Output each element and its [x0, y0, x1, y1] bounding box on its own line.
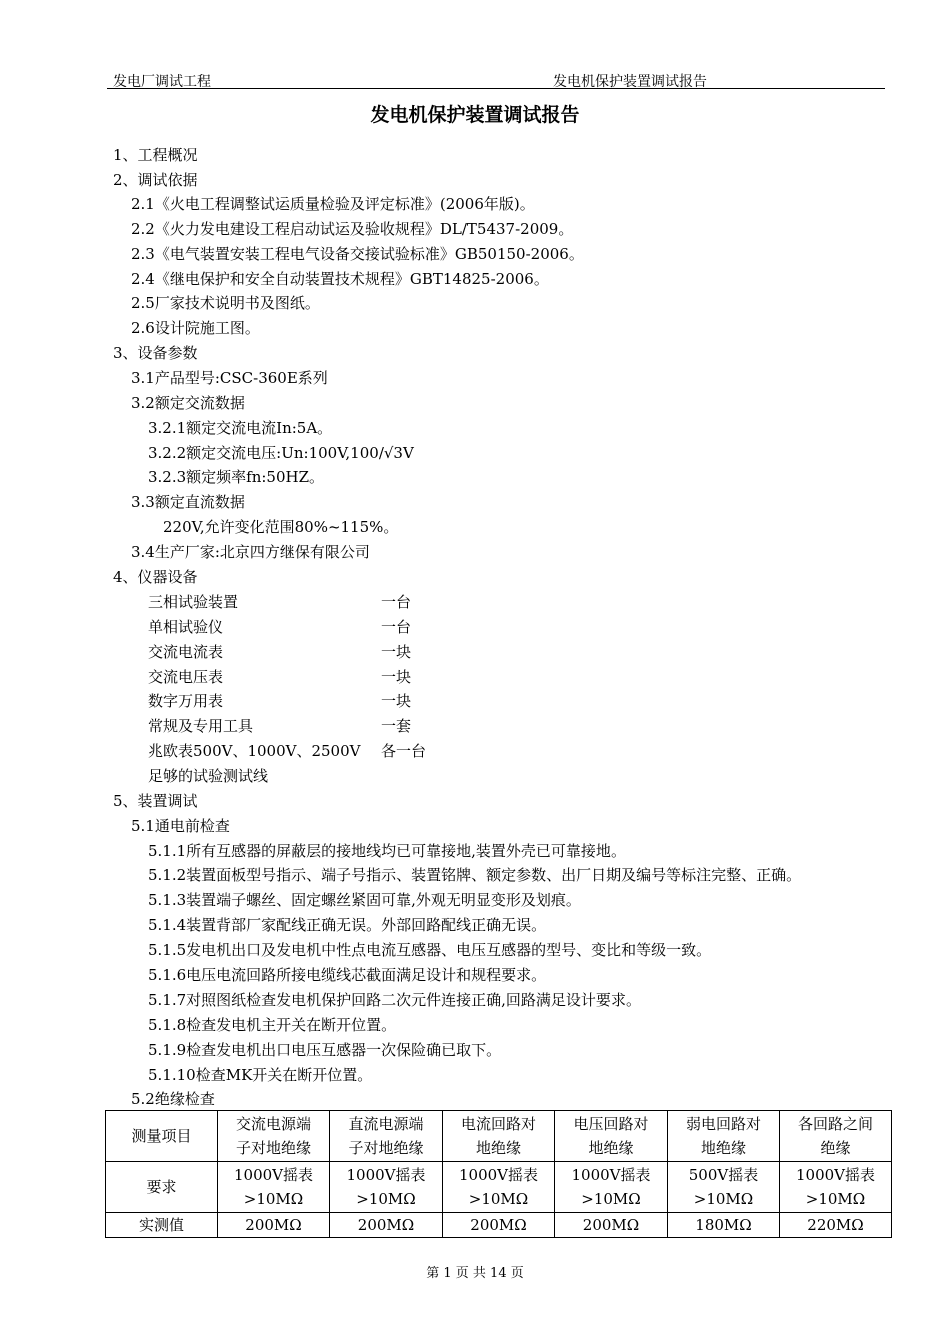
row-label-item: 测量项目: [106, 1111, 218, 1162]
instrument-qty: 各一台: [381, 742, 427, 760]
basis-item: 2.3《电气装置安装工程电气设备交接试验标准》GB50150-2006。: [131, 245, 584, 263]
basis-item: 2.2《火力发电建设工程启动试运及验收规程》DL/T5437-2009。: [131, 220, 574, 238]
check-item: 5.1.3装置端子螺丝、固定螺丝紧固可靠,外观无明显变形及划痕。: [148, 891, 581, 909]
instrument-name: 兆欧表500V、1000V、2500V: [148, 742, 361, 760]
rated-ac-item: 3.2.1额定交流电流In:5A。: [148, 419, 333, 437]
basis-item: 2.5厂家技术说明书及图纸。: [131, 294, 320, 312]
check-item: 5.1.8检查发电机主开关在断开位置。: [148, 1016, 397, 1034]
check-item: 5.1.10检查MK开关在断开位置。: [148, 1066, 373, 1084]
instrument-name: 交流电压表: [148, 668, 224, 686]
header-left: 发电厂调试工程: [113, 74, 211, 90]
insulation-check-heading: 5.2绝缘检查: [131, 1090, 215, 1108]
page-footer: 第 1 页 共 14 页: [426, 1266, 524, 1281]
basis-item: 2.1《火电工程调整试运质量检验及评定标准》(2006年版)。: [131, 195, 535, 213]
rated-ac-item: 3.2.2额定交流电压:Un:100V,100/√3V: [148, 444, 414, 462]
table-row: [106, 1213, 892, 1238]
instrument-qty: 一台: [381, 593, 412, 611]
row-label-requirement: 要求: [106, 1162, 218, 1213]
table-row: [106, 1111, 892, 1162]
requirement-cell: 1000V摇表 >10MΩ: [443, 1162, 555, 1213]
header-cell: 各回路之间 绝缘: [780, 1111, 892, 1162]
instrument-name: 足够的试验测试线: [148, 767, 269, 785]
header-cell: 电压回路对 地绝缘: [555, 1111, 668, 1162]
check-item: 5.1.7对照图纸检查发电机保护回路二次元件连接正确,回路满足设计要求。: [148, 991, 641, 1009]
requirement-cell: 1000V摇表 >10MΩ: [330, 1162, 443, 1213]
measured-cell: 200MΩ: [443, 1213, 555, 1238]
section-2-heading: 2、调试依据: [113, 171, 198, 189]
section-3-heading: 3、设备参数: [113, 344, 198, 362]
check-item: 5.1.9检查发电机出口电压互感器一次保险确已取下。: [148, 1041, 502, 1059]
requirement-cell: 1000V摇表 >10MΩ: [555, 1162, 668, 1213]
measured-cell: 200MΩ: [218, 1213, 330, 1238]
measured-cell: 180MΩ: [668, 1213, 780, 1238]
manufacturer: 3.4生产厂家:北京四方继保有限公司: [131, 543, 370, 561]
instrument-qty: 一套: [381, 717, 412, 735]
header-cell: 弱电回路对 地绝缘: [668, 1111, 780, 1162]
instrument-qty: 一块: [381, 692, 412, 710]
check-item: 5.1.2装置面板型号指示、端子号指示、装置铭牌、额定参数、出厂日期及编号等标注完整、正确。: [148, 866, 802, 884]
instrument-name: 常规及专用工具: [148, 717, 254, 735]
requirement-cell: 500V摇表 >10MΩ: [668, 1162, 780, 1213]
document-title: 发电机保护装置调试报告: [370, 104, 580, 126]
section-4-heading: 4、仪器设备: [113, 568, 198, 586]
row-label-measured: 实测值: [106, 1213, 218, 1238]
instrument-qty: 一台: [381, 618, 412, 636]
rated-dc-heading: 3.3额定直流数据: [131, 493, 245, 511]
section-5-heading: 5、装置调试: [113, 792, 198, 810]
section-1-heading: 1、工程概况: [113, 146, 198, 164]
header-cell: 交流电源端 子对地绝缘: [218, 1111, 330, 1162]
header-cell: 电流回路对 地绝缘: [443, 1111, 555, 1162]
instrument-name: 三相试验装置: [148, 593, 239, 611]
rated-dc-text: 220V,允许变化范围80%~115%。: [163, 518, 399, 536]
pre-power-check-heading: 5.1通电前检查: [131, 817, 230, 835]
instrument-name: 交流电流表: [148, 643, 224, 661]
product-model: 3.1产品型号:CSC-360E系列: [131, 369, 328, 387]
header-right: 发电机保护装置调试报告: [553, 74, 707, 90]
measured-cell: 200MΩ: [330, 1213, 443, 1238]
header-cell: 直流电源端 子对地绝缘: [330, 1111, 443, 1162]
requirement-cell: 1000V摇表 >10MΩ: [218, 1162, 330, 1213]
check-item: 5.1.6电压电流回路所接电缆线芯截面满足设计和规程要求。: [148, 966, 547, 984]
check-item: 5.1.5发电机出口及发电机中性点电流互感器、电压互感器的型号、变比和等级一致。: [148, 941, 712, 959]
instrument-name: 数字万用表: [148, 692, 224, 710]
rated-ac-item: 3.2.3额定频率fn:50HZ。: [148, 468, 325, 486]
table-row: [106, 1162, 892, 1213]
basis-item: 2.4《继电保护和安全自动装置技术规程》GBT14825-2006。: [131, 270, 549, 288]
header-rule: [107, 88, 885, 89]
basis-item: 2.6设计院施工图。: [131, 319, 260, 337]
check-item: 5.1.1所有互感器的屏蔽层的接地线均已可靠接地,装置外壳已可靠接地。: [148, 842, 626, 860]
instrument-qty: 一块: [381, 643, 412, 661]
instrument-name: 单相试验仪: [148, 618, 224, 636]
rated-ac-heading: 3.2额定交流数据: [131, 394, 245, 412]
instrument-qty: 一块: [381, 668, 412, 686]
measured-cell: 220MΩ: [780, 1213, 892, 1238]
measured-cell: 200MΩ: [555, 1213, 668, 1238]
insulation-table: [105, 1110, 892, 1238]
check-item: 5.1.4装置背部厂家配线正确无误。外部回路配线正确无误。: [148, 916, 547, 934]
requirement-cell: 1000V摇表 >10MΩ: [780, 1162, 892, 1213]
